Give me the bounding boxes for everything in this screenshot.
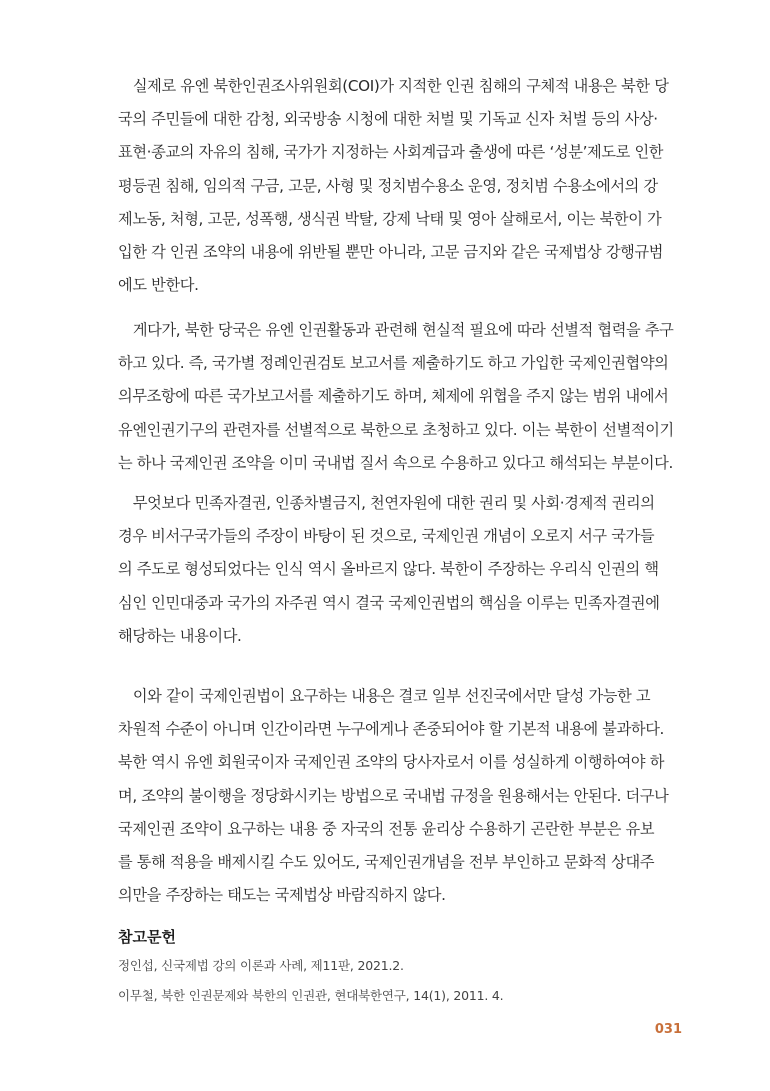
paragraph-line: 의무조항에 따른 국가보고서를 제출하기도 하며, 체제에 위협을 주지 않는 범위 내에서 (118, 387, 669, 406)
paragraph-line: 하고 있다. 즉, 국가별 정례인권검토 보고서를 제출하기도 하고 가입한 국제인권협약의 (118, 354, 669, 373)
paragraph-line: 의만을 주장하는 태도는 국제법상 바람직하지 않다. (118, 886, 446, 905)
paragraph-line: 국제인권 조약이 요구하는 내용 중 자국의 전통 윤리상 수용하기 곤란한 부분은 유보 (118, 819, 655, 838)
body-paragraph-3 (118, 487, 688, 653)
paragraph-line: 에도 반한다. (118, 276, 199, 295)
paragraph-line: 는 하나 국제인권 조약을 이미 국내법 질서 속으로 수용하고 있다고 해석되는 부분이다. (118, 453, 673, 472)
paragraph-line: 무엇보다 민족자결권, 인종차별금지, 천연자원에 대한 권리 및 사회·경제적 권리의 (118, 494, 655, 512)
body-paragraph-2 (118, 314, 688, 480)
reference-item: 이무철, 북한 인권문제와 북한의 인권관, 현대북한연구, 14(1), 2011. 4. (118, 988, 504, 1003)
paragraph-line: 국의 주민들에 대한 감청, 외국방송 시청에 대한 처벌 및 기독교 신자 처벌 등의 사상· (118, 110, 658, 129)
page-number: 031 (654, 1022, 682, 1037)
paragraph-line: 평등권 침해, 임의적 구금, 고문, 사형 및 정치범수용소 운영, 정치범 수용소에서의 강 (118, 176, 658, 195)
paragraph-line: 경우 비서구국가들의 주장이 바탕이 된 것으로, 국제인권 개념이 오로지 서구 국가들 (118, 527, 655, 546)
paragraph-line: 입한 각 인권 조약의 내용에 위반될 뿐만 아니라, 고문 금지와 같은 국제법상 강행규범 (118, 243, 664, 262)
paragraph-line: 실제로 유엔 북한인권조사위원회(COI)가 지적한 인권 침해의 구체적 내용은 북한 당 (118, 77, 669, 95)
paragraph-line: 심인 인민대중과 국가의 자주권 역시 결국 국제인권법의 핵심을 이루는 민족자결권에 (118, 593, 660, 612)
body-paragraph-1 (118, 70, 688, 302)
paragraph-line: 북한 역시 유엔 회원국이자 국제인권 조약의 당사자로서 이를 성실하게 이행하여야 하 (118, 753, 665, 772)
paragraph-line: 해당하는 내용이다. (118, 626, 242, 645)
paragraph-line: 차원적 수준이 아니며 인간이라면 누구에게나 존중되어야 할 기본적 내용에 불과하다. (118, 720, 665, 739)
paragraph-line: 를 통해 적용을 배제시킬 수도 있어도, 국제인권개념을 전부 부인하고 문화적 상대주 (118, 853, 655, 872)
paragraph-line: 유엔인권기구의 관련자를 선별적으로 북한으로 초청하고 있다. 이는 북한이 선별적이기 (118, 420, 674, 439)
paragraph-line: 이와 같이 국제인권법이 요구하는 내용은 결코 일부 선진국에서만 달성 가능한 고 (118, 687, 651, 705)
paragraph-line: 제노동, 처형, 고문, 성폭행, 생식권 박탈, 강제 낙태 및 영아 살해로서, 이는 북한이 가 (118, 209, 662, 228)
body-paragraph-4 (118, 680, 688, 912)
paragraph-line: 며, 조약의 불이행을 정당화시키는 방법으로 국내법 규정을 원용해서는 안된다. 더구나 (118, 786, 669, 805)
paragraph-line: 표현·종교의 자유의 침해, 국가가 지정하는 사회계급과 출생에 따른 ‘성분’제도로 인한 (118, 143, 664, 162)
reference-item: 정인섭, 신국제법 강의 이론과 사례, 제11판, 2021.2. (118, 958, 404, 973)
paragraph-line: 게다가, 북한 당국은 유엔 인권활동과 관련해 현실적 필요에 따라 선별적 협력을 추구 (118, 321, 674, 339)
paragraph-line: 의 주도로 형성되었다는 인식 역시 올바르지 않다. 북한이 주장하는 우리식 인권의 핵 (118, 560, 659, 579)
references-heading: 참고문헌 (118, 928, 176, 946)
